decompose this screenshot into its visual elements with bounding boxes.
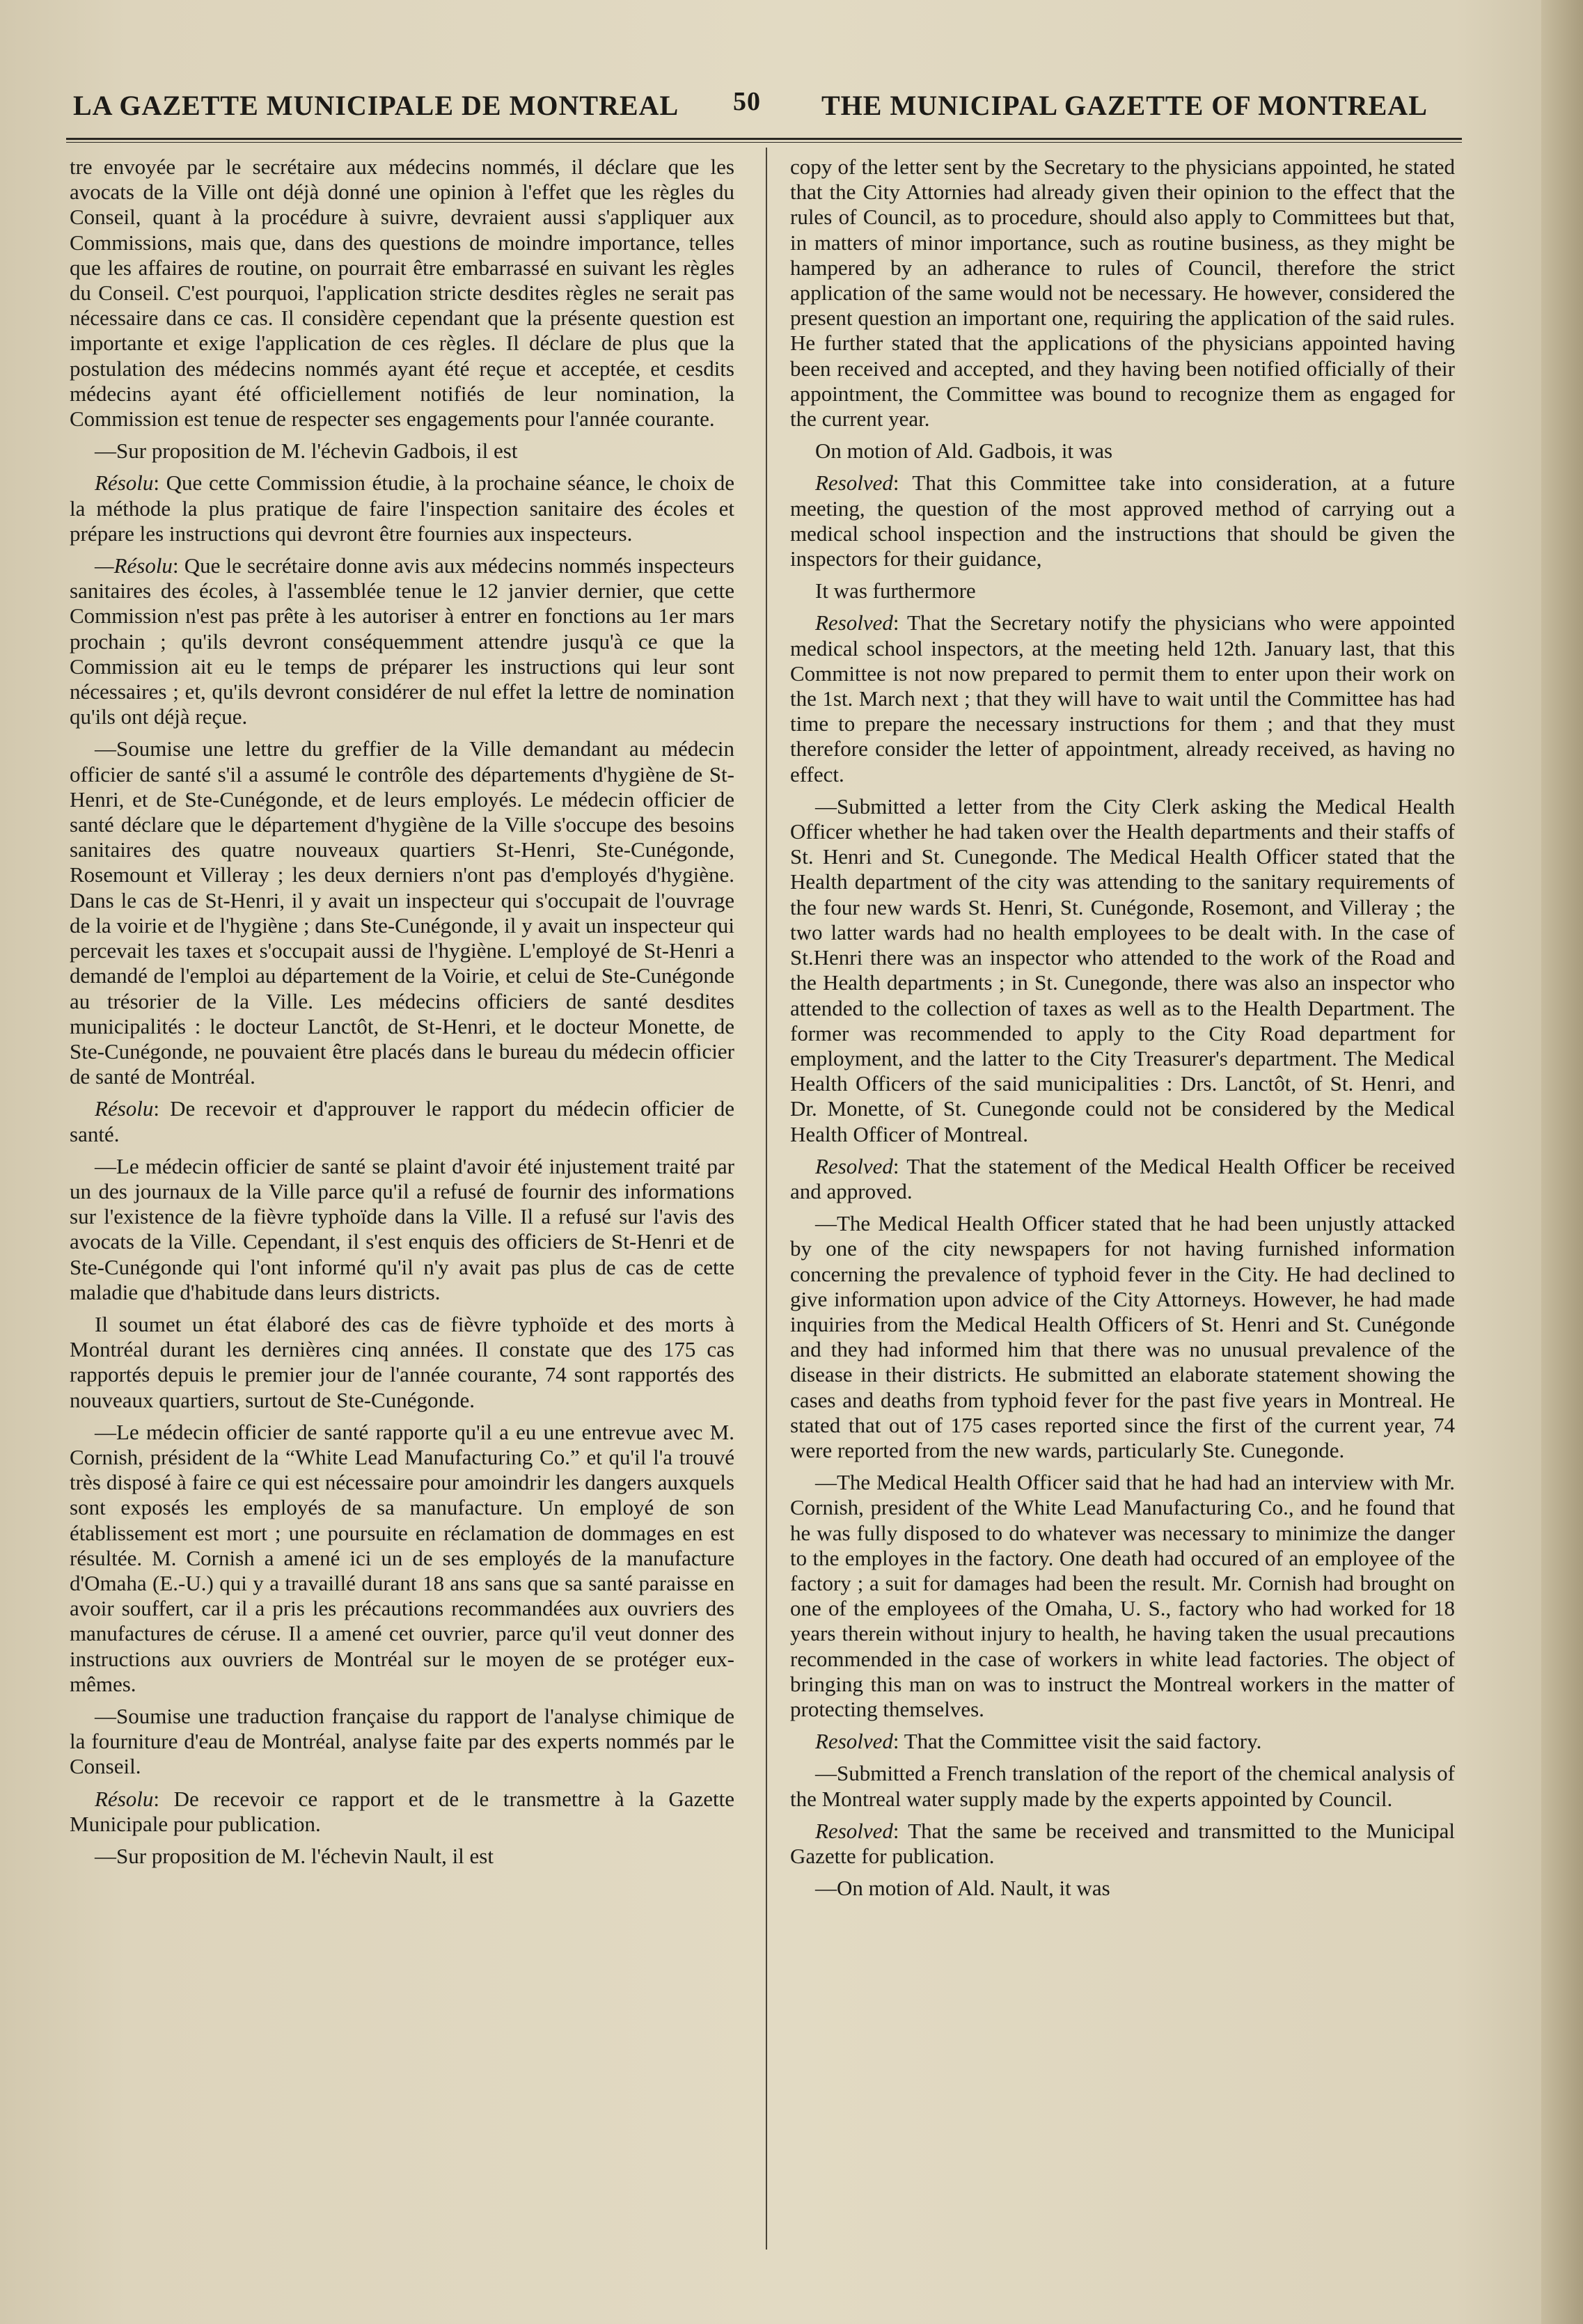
page-spine-shadow — [1541, 0, 1583, 2324]
paragraph-text: —Le médecin officier de santé rapporte qu'il a eu une entrevue avec M. Cornish, président de la “White Lead Manufacturing Co.” et qu'il l'a trouvé très disposé à faire ce qui est nécessaire pour amoindrir les dangers auxquels sont exposés les employés de sa manufacture. Un employé de son établissement est mort ; une poursuite en réclamation de dommages en est résultée. M. Cornish a amené ici un de ses employés de la manufacture d'Omaha (E.-U.) qui y a travaillé durant 18 ans sans que sa santé paraisse en avoir souffert, car il a pris les précautions recommandées aux ouvriers des manufactures de céruse. Il a amené cet ouvrier, parce qu'il veut donner des instructions aux ouvriers de Montréal sur le moyen de se protéger eux-mêmes. — [70, 1419, 734, 1696]
english-paragraph — [790, 438, 1455, 464]
english-column — [790, 155, 1455, 1908]
french-paragraph — [70, 1312, 734, 1413]
resolution-label: Resolved — [815, 1818, 893, 1843]
paragraph-text: It was furthermore — [815, 578, 976, 603]
paragraph-text: —Le médecin officier de santé se plaint d'avoir été injustement traité par un des journaux de la Ville parce qu'il a refusé de fournir des informations sur l'existence de la fièvre typhoïde dans la Ville. Il a refusé sur l'avis des avocats de la Ville. Cependant, il s'est enquis des officiers de St-Henri et de Ste-Cunégonde qui l'ont informé qu'il n'y avait pas plus de cas de cette maladie que d'habitude dans leurs districts. — [70, 1153, 734, 1304]
french-column — [70, 155, 734, 1876]
resolution-label: Resolved — [815, 1153, 893, 1178]
french-paragraph — [70, 1096, 734, 1146]
english-paragraph — [790, 1729, 1455, 1754]
paragraph-text: : That the Committee visit the said factory. — [892, 1729, 1262, 1754]
paragraph-text: : That the statement of the Medical Health Officer be received and approved. — [790, 1153, 1455, 1203]
paragraph-text: : De recevoir ce rapport et de le transmettre à la Gazette Municipale pour publication. — [70, 1786, 734, 1836]
paragraph-text: : That the same be received and transmitted to the Municipal Gazette for publication. — [790, 1818, 1455, 1868]
french-paragraph — [70, 1154, 734, 1305]
header-rule-thin — [66, 142, 1462, 143]
english-paragraph — [790, 1470, 1455, 1722]
french-paragraph — [70, 438, 734, 464]
paragraph-text: : That this Committee take into consideration, at a future meeting, the question of the most approved method of carrying out a medical school inspection and the instructions that should be given the inspectors for their guidance, — [790, 471, 1455, 571]
header-french-title: LA GAZETTE MUNICIPALE DE MONTREAL — [73, 90, 679, 121]
resolution-label: Résolu — [95, 1096, 154, 1121]
paragraph-text: —Submitted a French translation of the report of the chemical analysis of the Montreal water supply made by the experts appointed by Council. — [790, 1761, 1455, 1811]
english-paragraph — [790, 1211, 1455, 1463]
paragraph-text: On motion of Ald. Gadbois, it was — [815, 438, 1113, 464]
french-paragraph — [70, 1844, 734, 1869]
english-paragraph — [790, 610, 1455, 786]
english-paragraph — [790, 1819, 1455, 1869]
paragraph-text: : That the Secretary notify the physicians who were appointed medical school inspectors, at the meeting held 12th. January last, that this Committee is not now prepared to permit them to enter upon their work on the 1st. March next ; that they will have to wait until the Committee has had time to prepare the necessary instructions for them ; and that they must therefore consider the letter of appointment, already received, as having no effect. — [790, 610, 1455, 786]
paragraph-text: tre envoyée par le secrétaire aux médecins nommés, il déclare que les avocats de la Ville ont déjà donné une opinion à l'effet que les règles du Conseil, quant à la procédure à suivre, devraient aussi s'appliquer aux Commissions, mais que, dans des questions de moindre importance, telles que les affaires de routine, on pourrait être embarrassé en suivant les règles du Conseil. C'est pourquoi, l'application stricte desdites règles ne serait pas nécessaire dans ce cas. Il considère cependant que la présente question est importante et exige l'application de ces règles. Il déclare de plus que la postulation des médecins nommés ayant été reçue et acceptée, et cesdits médecins ayant été officiellement notifiés de leur nomination, la Commission est tenue de respecter ses engagements pour l'année courante. — [70, 155, 734, 432]
french-paragraph — [70, 1787, 734, 1837]
french-paragraph — [70, 553, 734, 729]
french-paragraph — [70, 1420, 734, 1697]
paragraph-text: : Que cette Commission étudie, à la prochaine séance, le choix de la méthode la plus pratique de faire l'inspection sanitaire des écoles et prépare les instructions qui devront être fournies aux inspecteurs. — [70, 471, 734, 546]
paragraph-text: —Submitted a letter from the City Clerk asking the Medical Health Officer whether he had taken over the Health departments and their staffs of St. Henri and St. Cunegonde. The Medical Health Officer stated that the Health department of the city was attending to the sanitary requirements of the four new wards St. Henri, St. Cunégonde, Rosemont, and Villeray ; the two latter wards had no health employees to be dealt with. In the case of St.Henri there was an inspector who attended to the work of the Road and the Health departments ; in St. Cunegonde, there was also an inspector who attended to the collection of taxes as well as to the Health Department. The former was recommended to apply to the City Road department for employment, and the latter to the City Treasurer's department. The Medical Health Officers of the said municipalities : Drs. Lanctôt, of St. Henri, and Dr. Monette, of St. Cunegonde could not be considered by the Medical Health Officer of Montreal. — [790, 793, 1455, 1146]
paragraph-text: —Sur proposition de M. l'échevin Nault, il est — [95, 1844, 494, 1868]
resolution-label: Resolved — [815, 610, 893, 635]
english-paragraph — [790, 1876, 1455, 1901]
resolution-label: Resolved — [815, 1729, 893, 1754]
page-header — [66, 82, 1462, 138]
paragraph-text: —Sur proposition de M. l'échevin Gadbois, il est — [95, 438, 518, 464]
english-paragraph — [790, 1154, 1455, 1204]
paragraph-text: Il soumet un état élaboré des cas de fièvre typhoïde et des morts à Montréal durant les dernières cinq années. Il constate que des 175 cas rapportés depuis le premier jour de l'année courante, 74 sont rapportés des nouveaux quartiers, surtout de Ste-Cunégonde. — [70, 1311, 734, 1412]
resolution-label: Resolved — [815, 471, 893, 496]
resolution-label: —Résolu — [95, 553, 173, 578]
resolution-label: Résolu — [95, 1786, 154, 1811]
paragraph-text: —The Medical Health Officer stated that he had been unjustly attacked by one of the city newspapers for not having furnished information concerning the prevalence of typhoid fever in the City. He had declined to give information upon advice of the City Attorneys. However, he had made inquiries from the Medical Health Officers of St. Henri and St. Cunégonde and they had informed him that there was no unusual prevalence of the disease in their districts. He submitted an elaborate statement showing the cases and deaths from typhoid fever for the past five years in Montreal. He stated that out of 175 cases reported since the first of the current year, 74 were reported from the new wards, particularly Ste. Cunegonde. — [790, 1211, 1455, 1462]
french-paragraph — [70, 155, 734, 432]
english-paragraph — [790, 794, 1455, 1147]
french-paragraph — [70, 736, 734, 1089]
paragraph-text: —On motion of Ald. Nault, it was — [815, 1876, 1110, 1901]
english-paragraph — [790, 578, 1455, 603]
french-paragraph — [70, 471, 734, 546]
resolution-label: Résolu — [95, 471, 154, 496]
paragraph-text: : Que le secrétaire donne avis aux médecins nommés inspecteurs sanitaires des écoles, à l'assemblée tenue le 12 janvier dernier, que cette Commission n'est pas prête à les autoriser à entrer en fonctions au 1er mars prochain ; qu'ils devront conséquemment attendre jusqu'à ce que la Commission ait eu le temps de préparer les instructions qui leur sont nécessaires ; et, qu'ils devront considérer de nul effet la lettre de nomination qu'ils ont déjà reçue. — [70, 553, 734, 729]
paragraph-text: : De recevoir et d'approuver le rapport du médecin officier de santé. — [70, 1096, 734, 1146]
column-divider — [766, 148, 767, 2250]
french-paragraph — [70, 1704, 734, 1780]
header-rule — [66, 138, 1462, 140]
paragraph-text: —Soumise une lettre du greffier de la Ville demandant au médecin officier de santé s'il a assumé le contrôle des départements d'hygiène de St-Henri, et de Ste-Cunégonde, et de leurs employés. Le médecin officier de santé déclare que le département d'hygiène de la Ville s'occupe des besoins sanitaires des quatre nouveaux quartiers St-Henri, Ste-Cunégonde, Rosemount et Villeray ; les deux derniers n'ont pas d'employés d'hygiène. Dans le cas de St-Henri, il y avait un inspecteur qui s'occupait de l'ouvrage de la voirie et de l'hygiène ; dans Ste-Cunégonde, il y avait un inspecteur qui percevait les taxes et s'occupait aussi de l'hygiène. L'employé de St-Henri a demandé de l'emploi au département de la Voirie, et celui de Ste-Cunégonde au trésorier de la Ville. Les médecins officiers de santé desdites municipalités : le docteur Lanctôt, de St-Henri, et le docteur Monette, de Ste-Cunégonde, ne pouvaient être placés dans le bureau du médecin officier de santé de Montréal. — [70, 736, 734, 1089]
paragraph-text: copy of the letter sent by the Secretary to the physicians appointed, he stated that the City Attornies had already given their opinion to the effect that the rules of Council, as to procedure, should also apply to Committees but that, in matters of minor importance, such as routine business, as they might be hampered by an adherance to rules of Council, therefore the strict application of the same would not be necessary. He however, considered the present question an important one, requiring the application of the said rules. He further stated that the applications of the physicians appointed having been received and accepted, and they having been notified officially of their appointment, the Committee was bound to recognize them as engaged for the current year. — [790, 155, 1455, 432]
english-paragraph — [790, 155, 1455, 432]
english-paragraph — [790, 1761, 1455, 1811]
header-english-title: THE MUNICIPAL GAZETTE OF MONTREAL — [821, 90, 1428, 121]
english-paragraph — [790, 471, 1455, 571]
paragraph-text: —The Medical Health Officer said that he had had an interview with Mr. Cornish, president of the White Lead Manufacturing Co., and he found that he was fully disposed to do whatever was necessary to minimize the danger to the employes in the factory. One death had occured of an employee of the factory ; a suit for damages had been the result. Mr. Cornish had brought on one of the employees of the Omaha, U. S., factory who had worked for 18 years therein without injury to health, he having taken the usual precautions recommended in the case of workers in white lead factories. The object of bringing this man on was to instruct the Montreal workers in the matter of protecting themselves. — [790, 1470, 1455, 1721]
page-number: 50 — [733, 87, 761, 116]
paragraph-text: —Soumise une traduction française du rapport de l'analyse chimique de la fourniture d'eau de Montréal, analyse faite par des experts nommés par le Conseil. — [70, 1703, 734, 1779]
